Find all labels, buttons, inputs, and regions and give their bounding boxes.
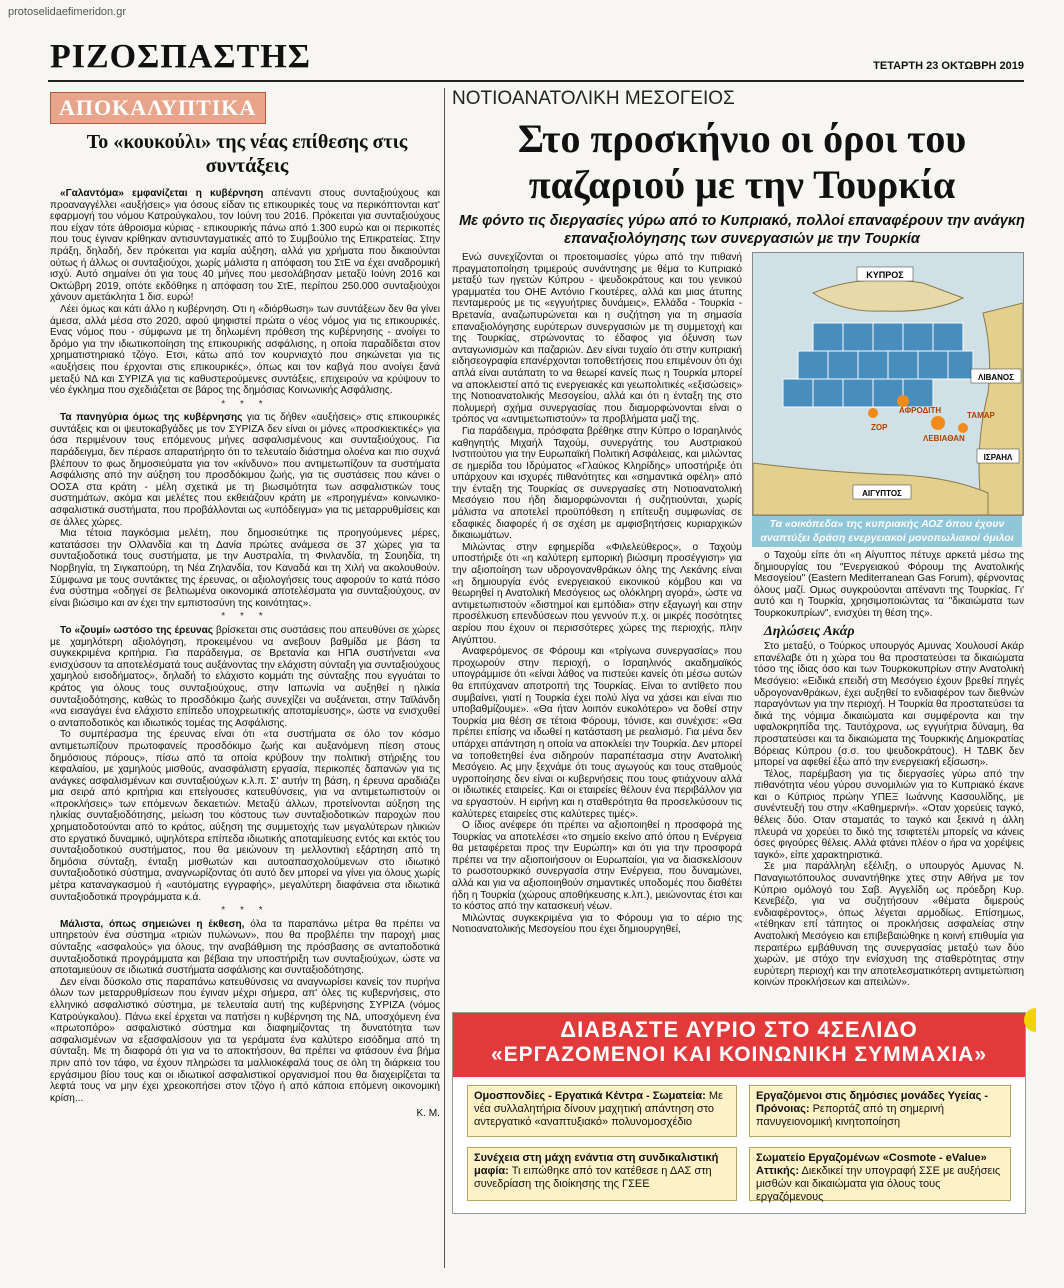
section-label xyxy=(50,92,266,124)
issue-date: ΤΕΤΑΡΤΗ 23 ΟΚΤΩΒΡΗ 2019 xyxy=(873,60,1024,72)
right-article-kicker: ΝΟΤΙΟΑΝΑΤΟΛΙΚΗ ΜΕΣΟΓΕΙΟΣ xyxy=(452,88,735,109)
paragraph: Για παράδειγμα, πρόσφατα βρέθηκε στην Κύπρο ο Ισραηλινός καθηγητής Μιχαήλ Ταχούμ, συνεργάτης του Αυστριακού Ινστιτούτου για την Ευρωπαϊκή Πολιτική Ασφάλειας, και μιλώντας σε ημερίδα του Ιδρύματος «Γλαύκος Κληρίδης» υποστήριξε ότι υπάρχουν και ισχυρές πιθανότητες και «σημαντικά οφέλη» από την ένταξη της Τουρκίας σε συνεργασίες στη Νοτιοανατολική Μεσόγειο που ήδη διαμορφώνονται ή συζητιούνται, χωρίς μάλιστα να αποτελεί προϋπόθεση η επίτευξη συμφωνίας σε εδαφικές διαφορές ή σε σχέση με αμφισβητήσεις κυριαρχικών δικαιωμάτων. xyxy=(452,425,742,542)
promo-line-2: «ΕΡΓΑΖΟΜΕΝΟΙ ΚΑΙ ΚΟΙΝΩΝΙΚΗ ΣΥΜΜΑΧΙΑ» xyxy=(490,1043,987,1066)
right-article-column-1 xyxy=(452,252,742,936)
separator-stars: * * * xyxy=(221,398,269,410)
promo-box xyxy=(452,1012,1026,1214)
lead-in: Τα πανηγύρια όμως της κυβέρνησης xyxy=(60,412,243,424)
paragraph: Στο μεταξύ, ο Τούρκος υπουργός Αμυνας Χουλουσί Ακάρ επανέλαβε ότι η χώρα του θα προστατεύσει τα δικαιώματα τόσο της ίδιας όσο και των Τουρκοκυπρίων στην Ανατολική Μεσόγειο: «Ειδικά επειδή στη Μεσόγειο έχουν βρεθεί πηγές υδρογονανθράκων, έχει αυξηθεί το ενδιαφέρον των διεθνών παραγόντων για την περιοχή. Η Τουρκία θα προστατεύσει τα δικά της νόμιμα δικαιώματα και συμφέροντα και την υφαλοκρηπίδα της. Ταυτόχρονα, ως εγγυήτρια δύναμη, θα προστατεύσει και τα δικαιώματα της Τουρκικής Δημοκρατίας Βόρειας Κύπρου (σ.σ. του ψευδοκράτους). Η ΤΔΒΚ δεν μπορεί να αφεθεί έξω από την ενεργειακή εξίσωση». xyxy=(754,641,1024,769)
paragraph: Σε μια παράλληλη εξέλιξη, ο υπουργός Αμυνας Ν. Παναγιωτόπουλος συναντήθηκε χτες στην Αθήνα με τον Κύπριο ομόλογό του Σαβ. Αγγελίδη ως πρόεδρη Κυρ. Κενεβέζο, για να συζητήσουν «θέματα διμερούς ενδιαφέροντος», όπως λέγεται αρμοδίως. Επίσημως, «τέθηκαν επί τάπητος οι προκλήσεις ασφαλείας στην Ανατολική Μεσόγειο και επιβεβαιώθηκε η κοινή επιθυμία για περαιτέρω εμβάθυνση της συνεργασίας μεταξύ των δύο χωρών, με στόχο την ενίσχυση της σταθερότητας στην ευρύτερη περιοχή και την αποτελεσματικότερη αντιμετώπιση κοινών προκλήσεων και απειλών». xyxy=(754,861,1024,989)
right-article-title: Στο προσκήνιο οι όροι του παζαριού με την Τουρκία xyxy=(517,116,967,207)
site-watermark: protoselidaefimeridon.gr xyxy=(8,6,127,18)
paragraph: Δεν είναι δύσκολο στις παραπάνω κατευθύνσεις να αναγνωρίσει κανείς τον πυρήνα όλων των μεταρρυθμίσεων που έγιναν μέχρι σήμερα, απ' όλες τις κυβερνήσεις, στο ελληνικό ασφαλιστικό σύστημα, με τελευταία αυτή της κυβέρνησης ΣΥΡΙΖΑ (νόμος Κατρούγκαλου). Πάνω εκεί έρχεται να πατήσει η κυβέρνηση της ΝΔ, υποσχόμενη ένα «πρωτοπόρο» ασφαλιστικό σύστημα και διαφημίζοντας τη δυνατότητα των ασφαλισμένων να εξασφαλίσουν για τα γεράματα ένα καλύτερο εισόδημα από τη σύνταξη. Με τη διαφορά ότι για να το αποκτήσουν, θα πρέπει να φτάσουν ένα βήμα πριν από τον τάφο, να έχουν πληρώσει τα μαλλιοκέφαλά τους σε όλη τη διάρκεια του εργάσιμου βίου τους και οι ιδιωτικοί ασφαλιστικοί οργανισμοί που θα διαχειρίζεται τα λεφτά τους να μην έχει χρεοκοπήσει στον τζόγο ή από κάποια επόμενη οικονομική κρίση... xyxy=(50,976,440,1104)
promo-item xyxy=(467,1147,737,1201)
author-signature: Κ. Μ. xyxy=(416,1108,440,1120)
header-rule xyxy=(48,80,1024,82)
promo-header xyxy=(453,1013,1025,1077)
section-label-text: ΑΠΟΚΑΛΥΠΤΙΚΑ xyxy=(59,95,257,120)
map-label: ΑΦΡΟΔΙΤΗ xyxy=(899,406,942,415)
cyprus-eez-map xyxy=(752,252,1024,516)
paragraph: Ενώ συνεχίζονται οι προετοιμασίες γύρω από την πιθανή πραγματοποίηση τριμερούς συνάντησης με θέμα το Κυπριακό μεταξύ των ηγετών Κύπρου - ψευδοκράτους και του γενικού γραμματέα του ΟΗΕ Αντόνιο Γκουτέρες, αλλά και μιας άτυπης πενταμερούς με τις «εγγυήτριες δυνάμεις», Ελλάδα - Τουρκία - Βρετανία, αναζωπυρώνεται και η συζήτηση για τη σημασία επαναξιολόγησης ευρύτερων συνεργασιών με τη συμμετοχή και της Τουρκίας, στρώνοντας το έδαφος για όξυνση των ανταγωνισμών και παζαριών. Δεν είναι τυχαίο ότι στην κυπριακή ειδησεογραφία επανέρχονται τοποθετήσεις που επιμένουν ότι όχι απλά είναι αυτάπατη το να θεωρεί κανείς πως η Τουρκία μπορεί να αποκλειστεί από τις ενεργειακές και γεωπολιτικές «εξισώσεις» της Νοτιοανατολικής Μεσογείου, αλλά και ότι η ένταξη της στο πολυμερή σχήμα συνεργασίας που διαμορφώνονται είναι ο τρόπος να «αντιμετωπιστούν» τα προβλήματα μαζί της. xyxy=(452,252,742,426)
column-divider xyxy=(444,88,445,1268)
paragraph: Μιλώντας συγκεκριμένα για το Φόρουμ για το αέριο της Νοτιοανατολικής Μεσογείου που έχει δημιουργηθεί, xyxy=(452,912,742,936)
promo-item-head: Ομοσπονδίες - Εργατικά Κέντρα - Σωματεία: xyxy=(474,1090,706,1102)
map-caption: Τα «οικόπεδα» της κυπριακής ΑΟΖ όπου έχουν αναπτύξει δράση ενεργειακοί μονοπωλιακοί όμιλοι xyxy=(752,516,1022,547)
paragraph: ο Ταχούμ είπε ότι «η Αίγυπτος πέτυχε αρκετά μέσω της δημιουργίας του "Ενεργειακού Φόρουμ της Ανατολικής Μεσογείου" (Eastern Mediterranean Gas Forum), φέρνοντας όλους μαζί. Ομως συγκρούονται απέναντι της Τουρκίας. Γι' αυτό και η Τουρκία, χρησιμοποιώντας τα "δικαιώματα των Τουρκοκυπρίων", ενισχύει τη θέση της». xyxy=(754,550,1024,619)
lead-in: «Γαλαντόμα» εμφανίζεται η κυβέρνηση xyxy=(60,188,264,199)
promo-item-body: Με νέα συλλαλητήρια δίνουν μαχητική απάντηση στο αντεργατικό «αναπτυξιακό» πολυνομοσχέδιο xyxy=(474,1090,723,1128)
lead-in: Το «ζουμί» ωστόσο της έρευνας xyxy=(60,624,214,636)
map-label: ΖΟΡ xyxy=(871,423,888,432)
promo-item-head: Εργαζόμενοι στις δημόσιες μονάδες Υγείας - Πρόνοιας: xyxy=(756,1090,989,1115)
paragraph-text: όλα τα παραπάνω μέτρα θα πρέπει να υπηρετούν ένα σύστημα «τριών πυλώνων», που θα προβλέπει την παροχή μιας σύνταξης «ασφαλούς» για όλους, την αναβάθμιση της πρόσβασης σε ανταποδοτικά συνταξιοδοτικά προγράμματα και βέβαια την υποστήριξη των συνταξιούχων, ώστε να αποταμιεύουν σε ιδιωτικά συστήματα ασφάλισης και συνταξιοδότησης. xyxy=(50,918,440,977)
map-label: ΙΣΡΑΗΛ xyxy=(983,453,1013,462)
separator-stars: * * * xyxy=(221,905,269,917)
left-article-body xyxy=(50,188,440,1120)
promo-item xyxy=(467,1085,737,1137)
paragraph-text: απέναντι στους συνταξιούχους και προαναγγέλλει «αυξήσεις» για όσους είδαν τις επικουρικές τους να περικόπτονται κατ' εφαρμογή του νόμου Κατρούγκαλου, τον Ιούνη του 2016. Πρόκειται για συνταξιούχους που είχαν τότε άθροισμα κύριας - επικουρικής πάνω από 1.300 ευρώ και οι περικοπές που τους έγιναν κρίθηκαν αντισυνταγματικές από το Συμβούλιο της Επικρατείας. Στην πράξη, δηλαδή, δεν πρόκειται για καμία αύξηση, αλλά για χρήματα που δικαιούνται ούτως ή άλλως οι συνταξιούχοι, χωρίς μάλιστα η απόφαση του ΣτΕ να έχει αναδρομική ισχύ. Αυτό σημαίνει ότι για τους 40 μήνες που μεσολάβησαν μεταξύ Ιούνη 2016 και Οκτώβρη 2019, οπότε εκδόθηκε η απόφαση του ΣτΕ, περίπου 250.000 συνταξιούχοι χάνουν αμετάκλητα 1 δισ. ευρώ! xyxy=(50,188,440,304)
paragraph xyxy=(50,919,440,977)
promo-item-body: Ρεπορτάζ από τη σημερινή πανυγειονομική κινητοποίηση xyxy=(756,1103,945,1128)
map-label: ΛΙΒΑΝΟΣ xyxy=(978,373,1014,382)
subheading: Δηλώσεις Ακάρ xyxy=(764,623,855,639)
promo-item-head: Σωματείο Εργαζομένων «Cosmote - eValue» Αττικής: xyxy=(756,1152,987,1177)
promo-item-body: Διεκδικεί την υπογραφή ΣΣΕ με αυξήσεις μισθών και δικαιώματα για όλους τους εργαζόμενους xyxy=(756,1165,1001,1203)
paragraph: Ο ίδιος ανέφερε ότι πρέπει να αξιοποιηθεί η προσφορά της Τουρκίας να αποτελέσει «το σημείο εκείνο από όπου η Ενέργεια θα μεταφέρεται προς την Ευρώπη» και ότι για την προσφορά πρέπει να την αξιοποιήσουν οι Ευρωπαίοι, για να διασκελίσουν το ρωσοτουρκικό συνεργασία στην Ενέργεια, που δυναμώνει, αλλά και για να αξιοποιηθούν σημαντικές υποδομές που διαθέτει ήδη η Τουρκία (χώρους αποθήκευσης κ.λπ.), μειώνοντας έτσι και το κόστος από την κατασκευή νέων. xyxy=(452,820,742,913)
paragraph: Μια τέτοια παγκόσμια μελέτη, που δημοσιεύτηκε τις προηγούμενες μέρες, κατατάσσει την Ολλανδία και τη Δανία πρώτες ανάμεσα σε 37 χώρες για τα συνταξιοδοτικά τους συστήματα, με την Αυστραλία, τη Φινλανδία, τη Σουηδία, τη Νορβηγία, τη Σιγκαπούρη, τη Νέα Ζηλανδία, τον Καναδά και τη Χιλή να ακολουθούν. Σύμφωνα με τους συντάκτες της έρευνας, οι αξιολογήσεις τους αφορούν το κατά πόσο ένα σύστημα «οδηγεί σε βελτιωμένα οικονομικά αποτελέσματα για συνταξιούχους, αν είναι βιώσιμο και αν έχει την εμπιστοσύνη της κοινότητας». xyxy=(50,528,440,609)
map-label: ΛΕΒΙΑΘΑΝ xyxy=(923,434,965,443)
paragraph xyxy=(50,625,440,729)
separator-stars: * * * xyxy=(221,611,269,623)
promo-item xyxy=(749,1085,1011,1137)
paragraph xyxy=(50,188,440,304)
paragraph-text: βρίσκεται στις συστάσεις που απευθύνει σε χώρες με χαμηλότερη αξιολόγηση, προκειμένου να ανεβουν βαθμίδα με βάση τα συγκεκριμένα κριτήρια. Για παράδειγμα, σε Βρετανία και ΗΠΑ συστήνεται «να ενισχύσουν τα αποτελέσματά τους αυξάνοντας την ελάχιστη σύνταξη για συνταξιούχους χαμηλού εισοδήματος», δηλαδή το ελάχιστο κομμάτι της σύνταξης που εγγυάται το κράτος για όλους τους συνταξιούχους, στην Ιαπωνία να αυξηθεί η ηλικία συνταξιοδότησης, καθώς το προσδόκιμο ζωής συνεχίζει να αυξάνεται, στην Ταϊλάνδη «να εισαγάγει ένα ελάχιστο επίπεδο υποχρεωτικής αποταμίευσης», ώστε να ενισχυθεί ο ανταποδοτικός και ιδιωτικός τομέας της Ασφάλισης. xyxy=(50,624,440,729)
promo-item xyxy=(749,1147,1011,1201)
promo-item-head: Συνέχεια στη μάχη ενάντια στη συνδικαλιστική μαφία: xyxy=(474,1152,719,1177)
map-label: ΤΑΜΑΡ xyxy=(967,411,995,420)
lead-in: Μάλιστα, όπως σημειώνει η έκθεση, xyxy=(60,918,245,930)
map-label: ΚΥΠΡΟΣ xyxy=(866,270,904,280)
newspaper-masthead: ΡΙΖΟΣΠΑΣΤΗΣ xyxy=(50,38,311,75)
paragraph: Τέλος, παρέμβαση για τις διεργασίες γύρω από την πιθανότητα νέου γύρου συνομιλιών για το Κυπριακό έκανε και ο Κύπριος πρώην ΥΠΕΞ Ιωάννης Κασουλίδης, με συνέντευξή του στην «Καθημερινή». «Οταν χορεύεις ταγκό, θέλεις δύο. Οταν σταματάς το ταγκό και ξεκινά η άλλη πλευρά να χορεύει το δικό της τσιφτετέλι μπορείς να κάνεις όσες φιγούρες θέλεις. Αλλά φτάνει πλέον ο ήρα να χορέψεις ταγκό», είπε χαρακτηριστικά. xyxy=(754,768,1024,861)
paragraph xyxy=(50,412,440,528)
paragraph-text: για τις δήθεν «αυξήσεις» στις επικουρικές συντάξεις και οι ψευτοκαβγάδες με τον ΣΥΡΙΖΑ δεν είναι οι μόνες «προσκιεκτικές» για όσα περιμένουν τους επόμενους μήνες ασφαλισμένους και συνταξιούχους. Για παράδειγμα, δεν πέρασε απαρατήρητο ότι το τελευταίο διάστημα ολοένα και πιο συχνά βλέπουν το φως δημοσιεύματα για τον «κίνδυνο» που αντιμετωπίζουν τα συστήματα Ασφάλισης από την αύξηση του προσδόκιμου ζωής, για τις συστάσεις που κάνει ο ΟΟΣΑ στα κράτη - μέλη σχετικά με τη βιωσιμότητα των ασφαλιστικών τους συστημάτων, ακόμα και μελέτες που εκθειάζουν κράτη με «προηγμένα» κοινωνικο-ασφαλιστικά συστήματα, που προβάλλονται ως «υπόδειγμα» για τις μεταρρυθμίσεις και σε άλλες χώρες. xyxy=(50,412,440,528)
promo-item-body: Τι ειπώθηκε από τον κατέθεσε η ΔΑΣ στη συνεδρίαση της διοίκησης της ΓΣΕΕ xyxy=(474,1165,712,1190)
paragraph: Μιλώντας στην εφημερίδα «Φιλελεύθερος», ο Ταχούμ υποστήριξε ότι «η καλύτερη εμπορική βιώσιμη προσέγγιση» για την αξιοποίηση των υδρογονανθράκων όλης της Λεκάνης είναι «η δημιουργία ενός ενεργειακού εικονικού κόμβου και να θεωρηθεί η Ανατολική Μεσόγειος ως ολόκληρη αγορά», ώστε να αντιμετωπιστούν «διστημοί και εμπόδια» στην εξαγωγή και στην προσέλκυση επενδύσεων που γεννούν π.χ. οι μικρές ποσότητες αερίου που έχουν οι περισσότερες χώρες της περιοχής, πλην Αιγύπτου. xyxy=(452,541,742,646)
paragraph: Αναφερόμενος σε Φόρουμ και «τρίγωνα συνεργασίας» που προχωρούν στην περιοχή, ο Ισραηλινός ακαδημαϊκός υπογράμμισε ότι «είναι λάθος να πιστεύει κανείς ότι μέσω αυτών θα επιτύχαναν αποτροπή της Τουρκίας. Είναι το αντίθετο που συμβαίνει, γιατί η Τουρκία έχει πολύ λίγα να χάσει και είναι πιο υποβαθμίζουμε». «Θα ήταν λοιπόν ευκολότερο» να δοθεί στην Τουρκία μια θέση σε τέτοια Φόρουμ, τόνισε, και συνέχισε: «Θα πρέπει επίσης να ιδωθεί η κατάσταση με ρεαλισμό. Για μένα δεν υπάρχει απάντηση η οποία να αποκλείει την Τουρκία. Δεν μπορεί να τοποθετηθεί ένα σιδηρούν παραπέτασμα στην Ανατολική Μεσόγειο. Ας μην ξεχνάμε ότι τους αγωγούς και τους σταθμούς υγροποίησης δεν είναι οι κυβερνήσεις που τους φτιάχνουν αλλά οι ιδιωτικές εταιρείες. Και οι εταιρείες θέλουν ένα περιβάλλον για να εργαστούν. Η ειρήνη και η σταθερότητα θα προσελκύσουν τις καλύτερες εταιρείες στις καλύτερες τιμές». xyxy=(452,646,742,820)
right-article-subtitle: Με φόντο τις διεργασίες γύρω από το Κυπριακό, πολλοί επαναφέρουν την ανάγκη επαναξιολόγησης των συνεργασιών με την Τουρκία xyxy=(459,213,1025,247)
left-article-title: Το «κουκούλι» της νέας επίθεσης στις συντάξεις xyxy=(86,131,408,177)
paragraph: Το συμπέρασμα της έρευνας είναι ότι «τα συστήματα σε όλο τον κόσμο αντιμετωπίζουν πρωτοφανείς προσδόκιμο ζωής και αυξανόμενη πίεση στους δημόσιους πόρους», πίσω από τα οποία κρύβουν την πολιτική στήριξης του κεφαλαίου, με χαμηλούς μισθούς, ανασφάλιστη εργασία, περικοπές δαπανών για τις ανάγκες ασφαλισμένων και συνταξιούχων κ.λ.π. Σ' αυτήν τη βάση, η έρευνα αραδιάζει μια σειρά από κριτήρια και επείγουσες κατευθύνσεις, για να αντιμετωπιστούν οι «προκλήσεις» των επόμενων δεκαετιών. Μεταξύ άλλων, προτείνονται αύξηση της ηλικίας συνταξιοδότησης, μείωση του κόστους των συνταξιοδοτικών παροχών που χρηματοδοτούνται από το κράτος, αύξηση της συμμετοχής των μεγαλύτερων ηλικιών στο εργατικό δυναμικό, υψηλότερα επίπεδα ιδιωτικής αποταμίευσης εντός και εκτός του συνταξιοδοτικού συστήματος, που θα μειώνουν τη μελλοντική εξάρτηση από τη δημόσια σύνταξη, ένταξη μισθωτών και αυτοαπασχολούμενων στο ιδιωτικό συνταξιοδοτικό σύστημα, αναγνωρίζοντας ότι αυτό δεν μπορεί να γίνει για όλους χωρίς μέτρα καταναγκασμού ή «αυτόματης εγγραφής», μεγαλύτερη διαφάνεια στα ιδιωτικά συνταξιοδοτικά προγράμματα κ.ά. xyxy=(50,729,440,903)
paragraph: Λέει όμως και κάτι άλλο η κυβέρνηση. Οτι η «διόρθωση» των συντάξεων δεν θα γίνει άμεσα, αλλά μέσα στο 2020, αφού ψηφιστεί πρώτα ο νέος νόμος για τις επικουρικές. Ενας νόμος που - σύμφωνα με τη δηλωμένη πρόθεση της κυβέρνησης - ανοίγει το δρόμο για την ιδιωτικοποίηση της επικουρικής ασφάλισης, η οποία παραδίδεται στον χρηματιστηριακό τζόγο. Ετσι, κάτω από τον κουρνιαχτό που σηκώνεται για τις «αυξήσεις που έρχονται στις επικουρικές», όπως και τον καβγά που ανοίγει ξανά μεταξύ ΝΔ και ΣΥΡΙΖΑ για τις καθυστερούμενες συντάξεις, επιχειρούν να κρύψουν το νέο έγκλημα που σχεδιάζεται σε βάρος της δημόσιας Κοινωνικής Ασφάλισης. xyxy=(50,303,440,397)
promo-line-1: ΔΙΑΒΑΣΤΕ ΑΥΡΙΟ ΣΤΟ 4ΣΕΛΙΔΟ xyxy=(560,1017,918,1042)
right-article-column-2 xyxy=(754,550,1024,989)
map-graphic xyxy=(753,253,1023,515)
map-label: ΑΙΓΥΠΤΟΣ xyxy=(862,489,902,498)
